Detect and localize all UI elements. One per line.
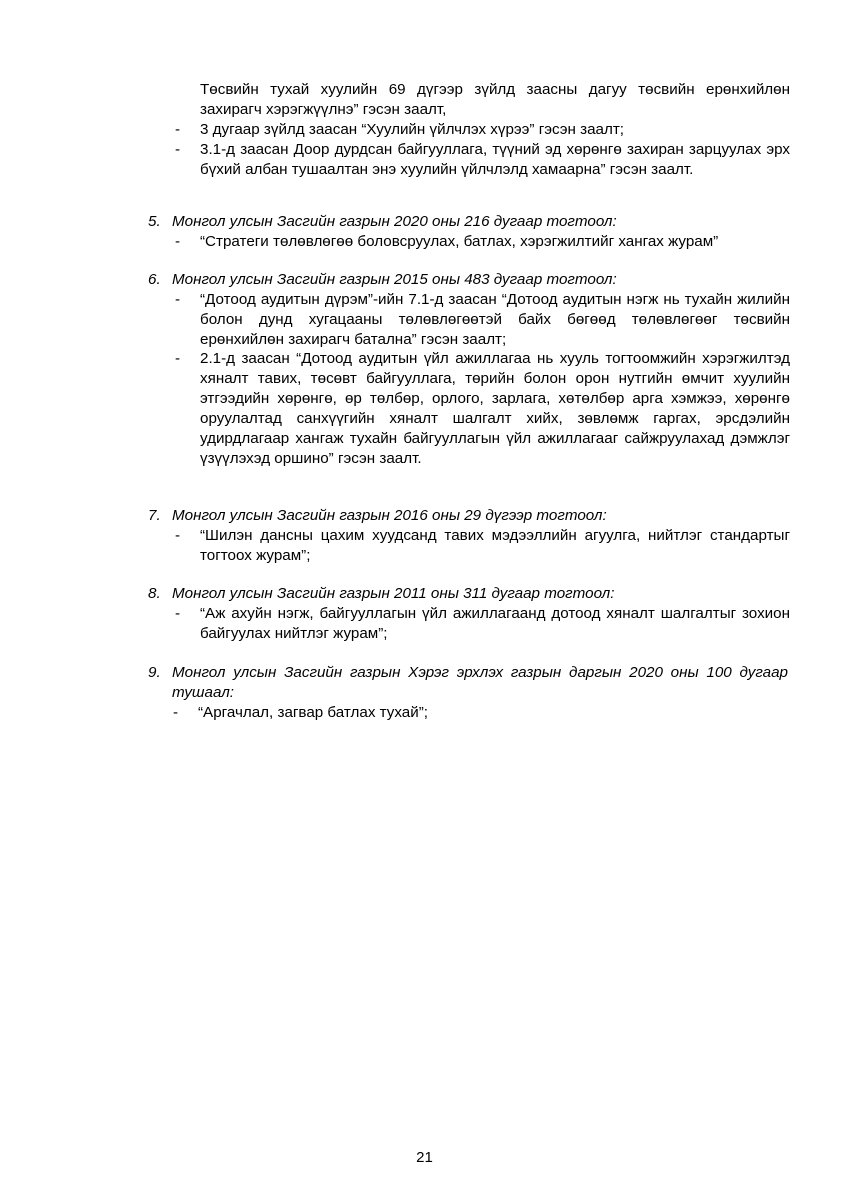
section-title: Монгол улсын Засгийн газрын 2016 оны 29 дүгээр тогтоол:: [172, 507, 607, 524]
section-heading: [148, 270, 788, 290]
list-dash: -: [175, 121, 181, 138]
section-number: 8.: [148, 585, 161, 602]
list-item-text: “Шилэн дансны цахим хуудсанд тавих мэдээллийн агуулга, нийтлэг стандартыг тогтоох журам”;: [200, 527, 790, 564]
section-number: 9.: [148, 664, 161, 681]
list-item: [175, 140, 790, 180]
list-dash: -: [173, 704, 179, 721]
list-item-text: 2.1-д заасан “Дотоод аудитын үйл ажиллагаа нь хууль тогтоомжийн хэрэгжилтэд хяналт тавих, төсөвт байгууллага, төрийн болон орон нутгийн өмчит хуулийн этгээдийн хөрөнгө, өр төлбөр, орлого, зарлага, хөтөлбөр арга хэмжээ, хөрөнгө оруулалтад санхүүгийн хяналт шалгалт хийх, зөвлөмж гаргах, эрсдэлийн удирдлагаар хангаж тухайн байгууллагын үйл ажиллагааг сайжруулахад дэмжлэг үзүүлэхэд оршино” гэсэн заалт.: [200, 350, 790, 467]
list-item: [175, 349, 790, 469]
section-heading: [148, 584, 788, 604]
list-item: [175, 232, 790, 252]
section-number: 6.: [148, 271, 161, 288]
section-title: Монгол улсын Засгийн газрын 2020 оны 216 дугаар тогтоол:: [172, 213, 617, 230]
list-item-text: 3.1-д заасан Доор дурдсан байгууллага, түүний эд хөрөнгө захиран зарцуулах эрх бүхий албан тушаалтан энэ хуулийн үйлчлэлд хамаарна” гэсэн заалт.: [200, 141, 790, 178]
list-item-text: “Аж ахуйн нэгж, байгууллагын үйл ажиллагаанд дотоод хяналт шалгалтыг зохион байгуулах нийтлэг журам”;: [200, 605, 790, 642]
page-number: 21: [416, 1149, 433, 1166]
list-dash: -: [175, 605, 181, 622]
list-dash: -: [175, 141, 181, 158]
section-number: 7.: [148, 507, 161, 524]
section-heading: [148, 506, 788, 526]
list-item-text: 3 дугаар зүйлд заасан “Хуулийн үйлчлэх хүрээ” гэсэн заалт;: [200, 121, 625, 138]
list-item-text: “Аргачлал, загвар батлах тухай”;: [198, 704, 428, 721]
list-item: [175, 290, 790, 350]
section-title: Монгол улсын Засгийн газрын 2011 оны 311 дугаар тогтоол:: [172, 585, 615, 602]
list-dash: -: [175, 233, 181, 250]
section-heading: [148, 212, 788, 232]
list-item: [175, 604, 790, 644]
section-title: Монгол улсын Засгийн газрын 2015 оны 483 дугаар тогтоол:: [172, 271, 617, 288]
list-item: [175, 526, 790, 566]
list-item-text: “Дотоод аудитын дүрэм”-ийн 7.1-д заасан “Дотоод аудитын нэгж нь тухайн жилийн болон дунд хугацааны төлөвлөгөөтэй байх бөгөөд төлөвлөгөөг төсвийн ерөнхийлөн захирагч батална” гэсэн заалт;: [200, 291, 790, 348]
list-item: [175, 120, 790, 140]
continuation-paragraph: [200, 80, 790, 120]
list-item: [173, 703, 788, 723]
list-dash: -: [175, 350, 181, 367]
section-heading: [148, 663, 788, 703]
list-dash: -: [175, 291, 181, 308]
section-number: 5.: [148, 213, 161, 230]
continuation-text: Төсвийн тухай хуулийн 69 дүгээр зүйлд заасны дагуу төсвийн ерөнхийлөн захирагч хэрэгжүүлнэ” гэсэн заалт,: [200, 81, 790, 118]
section-title: Монгол улсын Засгийн газрын Хэрэг эрхлэх газрын даргын 2020 оны 100 дугаар тушаал:: [172, 664, 788, 701]
list-dash: -: [175, 527, 181, 544]
list-item-text: “Стратеги төлөвлөгөө боловсруулах, батлах, хэрэгжилтийг хангах журам”: [200, 233, 719, 250]
